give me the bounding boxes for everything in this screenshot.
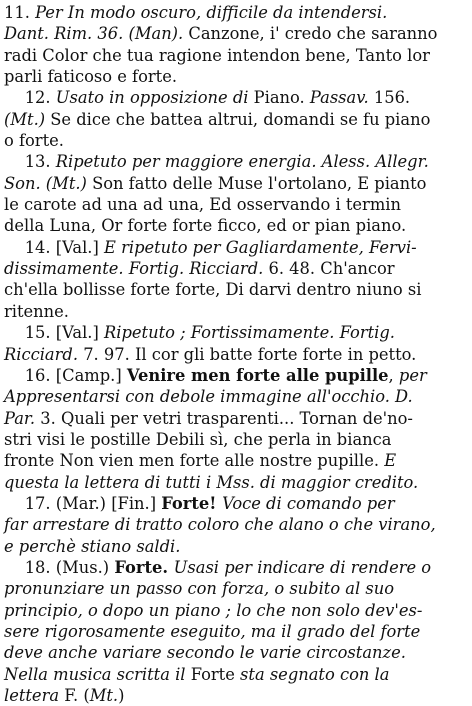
- text-run: questa la lettera di tutti i Mss. di maggior credito.: [4, 472, 419, 492]
- dictionary-entry: [4, 493, 462, 557]
- text-run: Forte: [190, 664, 241, 684]
- text-line: [4, 237, 462, 258]
- text-run: E: [384, 451, 397, 471]
- text-run: Piano.: [253, 88, 310, 108]
- text-run: o forte.: [4, 131, 64, 151]
- text-line: [4, 621, 462, 642]
- text-run: Voce di comando per: [222, 493, 395, 513]
- text-run: 18. (Mus.): [4, 557, 115, 577]
- text-run: Ricciard.: [4, 344, 84, 364]
- text-run: 17. (Mar.) [Fin.]: [4, 493, 162, 513]
- dictionary-entry: [4, 557, 462, 706]
- text-run: Passav.: [309, 88, 374, 108]
- text-run: 16. [Camp.]: [4, 365, 127, 385]
- entry-list: [4, 2, 462, 706]
- text-run: E ripetuto per Gagliardamente, Fervi-: [104, 237, 417, 257]
- text-run: Par.: [4, 408, 41, 428]
- text-line: [4, 66, 462, 87]
- text-run: Appresentarsi con debole immagine all'occhio. D.: [4, 387, 413, 407]
- text-line: [4, 450, 462, 471]
- text-run: pronunziare un passo con forza, o subito al suo: [4, 579, 395, 599]
- text-line: [4, 578, 462, 599]
- text-run: dissimamente. Fortig. Ricciard.: [4, 259, 269, 279]
- text-run: sere rigorosamente eseguito, ma il grado del forte: [4, 621, 421, 641]
- text-line: [4, 215, 462, 236]
- text-line: [4, 23, 462, 44]
- text-run: Son. (Mt.): [4, 173, 93, 193]
- text-run: Usato in opposizione di: [55, 88, 254, 108]
- text-run: e perchè stiano saldi.: [4, 536, 181, 556]
- text-run: radi Color che tua ragione intendon bene, Tanto lor: [4, 45, 430, 65]
- dictionary-entry: [4, 87, 462, 151]
- text-run: Forte!: [161, 493, 223, 513]
- text-line: [4, 2, 462, 23]
- text-run: ch'ella bollisse forte forte, Di darvi dentro niuno si: [4, 280, 422, 300]
- text-run: Nella musica scritta il: [4, 664, 191, 684]
- text-run: per: [398, 365, 427, 385]
- text-run: Son fatto delle Muse l'ortolano, E pianto: [92, 173, 427, 193]
- text-line: [4, 365, 462, 386]
- text-run: 156.: [373, 88, 411, 108]
- dictionary-entry: [4, 2, 462, 87]
- text-line: [4, 514, 462, 535]
- text-run: Se dice che battea altrui, domandi se fu piano: [50, 109, 431, 129]
- text-run: Venire men forte alle pupille: [126, 365, 389, 385]
- text-run: Ripetuto ; Fortissimamente. Fortig.: [104, 323, 395, 343]
- text-run: Canzone, i' credo che saranno: [188, 24, 438, 44]
- text-run: Usasi per indicare di rendere o: [173, 557, 432, 577]
- text-run: 14. [Val.]: [4, 237, 105, 257]
- text-run: Per In modo oscuro, difficile da intendersi.: [35, 3, 388, 22]
- text-line: [4, 301, 462, 322]
- text-run: 11.: [4, 3, 36, 22]
- text-line: [4, 322, 462, 343]
- text-line: [4, 194, 462, 215]
- text-line: [4, 344, 462, 365]
- text-line: [4, 685, 462, 706]
- text-line: [4, 109, 462, 130]
- text-line: [4, 279, 462, 300]
- text-run: fronte Non vien men forte alle nostre pupille.: [4, 451, 385, 471]
- dictionary-entry: [4, 322, 462, 365]
- text-run: Ripetuto per maggiore energia. Aless. Allegr.: [55, 152, 429, 172]
- text-line: [4, 536, 462, 557]
- text-run: lettera: [4, 686, 65, 705]
- text-run: ): [118, 686, 125, 705]
- text-run: Dant. Rim. 36. (Man).: [4, 24, 189, 44]
- text-run: F. (: [64, 686, 90, 705]
- text-line: [4, 151, 462, 172]
- dictionary-entry: [4, 365, 462, 493]
- text-line: [4, 429, 462, 450]
- dictionary-entry: [4, 237, 462, 322]
- text-run: stri visi le postille Debili sì, che perla in bianca: [4, 429, 392, 449]
- text-run: ritenne.: [4, 301, 69, 321]
- text-run: 13.: [4, 152, 56, 172]
- text-line: [4, 45, 462, 66]
- text-line: [4, 258, 462, 279]
- text-line: [4, 664, 462, 685]
- text-run: 7. 97. Il cor gli batte forte forte in petto.: [83, 344, 417, 364]
- text-line: [4, 386, 462, 407]
- text-run: principio, o dopo un piano ; lo che non solo dev'es-: [4, 600, 423, 620]
- text-run: 6. 48. Ch'ancor: [268, 259, 395, 279]
- text-line: [4, 408, 462, 429]
- text-run: sta segnato con la: [240, 664, 390, 684]
- text-line: [4, 472, 462, 493]
- text-run: deve anche variare secondo le varie circostanze.: [4, 643, 406, 663]
- text-run: parli faticoso e forte.: [4, 67, 178, 87]
- text-run: 15. [Val.]: [4, 323, 105, 343]
- text-line: [4, 557, 462, 578]
- text-run: ,: [388, 365, 399, 385]
- text-run: le carote ad una ad una, Ed osservando i termin: [4, 195, 401, 215]
- text-line: [4, 642, 462, 663]
- text-line: [4, 130, 462, 151]
- text-run: Forte.: [114, 557, 174, 577]
- text-run: far arrestare di tratto coloro che alano o che virano,: [4, 515, 436, 535]
- text-run: della Luna, Or forte forte ficco, ed or pian piano.: [4, 216, 407, 236]
- dictionary-entry: [4, 151, 462, 236]
- text-run: 12.: [4, 88, 56, 108]
- text-line: [4, 493, 462, 514]
- text-line: [4, 600, 462, 621]
- text-line: [4, 173, 462, 194]
- text-run: (Mt.): [4, 109, 51, 129]
- text-run: Mt.: [89, 686, 119, 705]
- text-line: [4, 87, 462, 108]
- text-run: 3. Quali per vetri trasparenti... Tornan de'no-: [40, 408, 413, 428]
